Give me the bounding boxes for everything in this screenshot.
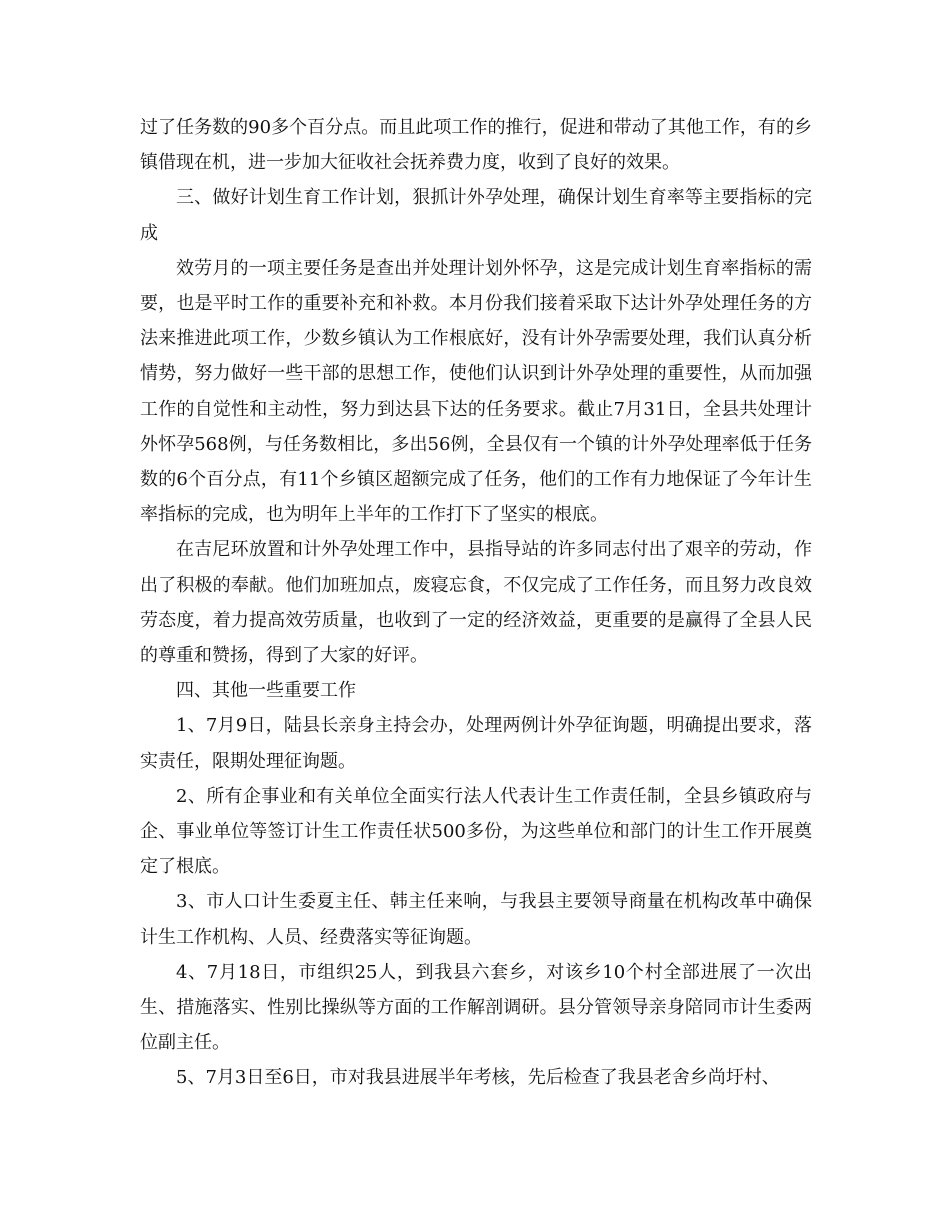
list-item: 4、7月18日，市组织25人，到我县六套乡，对该乡10个村全部进展了一次出生、措施落实、性别比操纵等方面的工作解剖调研。县分管领导亲身陪同市计生委两位副主任。 xyxy=(140,961,812,1054)
paragraph-continuation: 过了任务数的90多个百分点。而且此项工作的推行，促进和带动了其他工作，有的乡镇借现在机，进一步加大征收社会抚养费力度，收到了良好的效果。 xyxy=(140,117,812,174)
section-heading-four: 四、其他一些重要工作 xyxy=(176,680,356,702)
list-item: 3、市人口计生委夏主任、韩主任来响，与我县主要领导商量在机构改革中确保计生工作机构、人员、经费落实等征询题。 xyxy=(140,891,812,948)
paragraph: 在吉尼环放置和计外孕处理工作中，县指导站的许多同志付出了艰辛的劳动，作出了积极的奉献。他们加班加点，废寝忘食，不仅完成了工作任务，而且努力改良效劳态度，着力提高效劳质量，也收到了一定的经济效益，更重要的是赢得了全县人民的尊重和赞扬，得到了大家的好评。 xyxy=(140,539,812,667)
list-item: 5、7月3日至6日，市对我县进展半年考核，先后检查了我县老舍乡尚圩村、 xyxy=(176,1067,780,1089)
list-item: 2、所有企事业和有关单位全面实行法人代表计生工作责任制，全县乡镇政府与企、事业单位等签订计生工作责任状500多份，为这些单位和部门的计生工作开展奠定了根底。 xyxy=(140,785,812,878)
document-page xyxy=(140,110,812,1096)
section-heading-three: 三、做好计划生育工作计划，狠抓计外孕处理，确保计划生育率等主要指标的完成 xyxy=(140,187,812,244)
paragraph: 效劳月的一项主要任务是查出并处理计划外怀孕，这是完成计划生育率指标的需要，也是平时工作的重要补充和补救。本月份我们接着采取下达计外孕处理任务的方法来推进此项工作，少数乡镇认为工作根底好，没有计外孕需要处理，我们认真分析情势，努力做好一些干部的思想工作，使他们认识到计外孕处理的重要性，从而加强工作的自觉性和主动性，努力到达县下达的任务要求。截止7月31日，全县共处理计外怀孕568例，与任务数相比，多出56例，全县仅有一个镇的计外孕处理率低于任务数的6个百分点，有11个乡镇区超额完成了任务，他们的工作有力地保证了今年计生率指标的完成，也为明年上半年的工作打下了坚实的根底。 xyxy=(140,257,812,526)
list-item: 1、7月9日，陆县长亲身主持会办，处理两例计外孕征询题，明确提出要求，落实责任，限期处理征询题。 xyxy=(140,715,812,772)
